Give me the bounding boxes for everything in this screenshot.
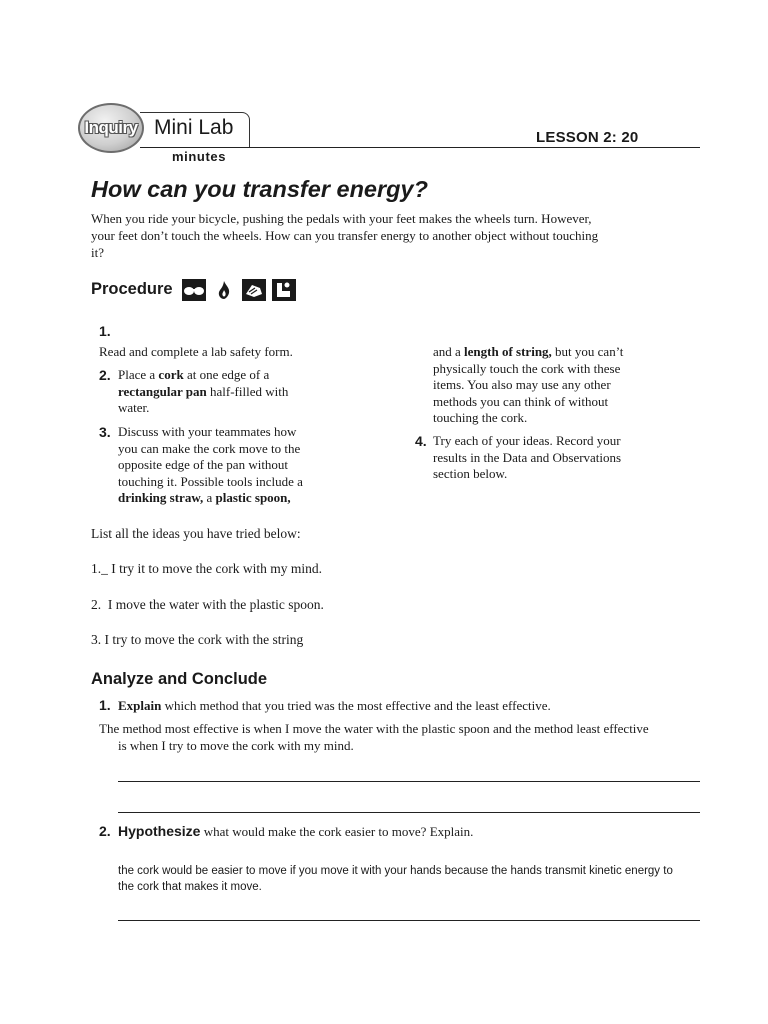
lesson-label: LESSON 2: 20 (536, 129, 639, 146)
clothing-protection-icon (272, 279, 296, 301)
question-1-number: 1. (99, 697, 111, 713)
question-1-text: Explain which method that you tried was the most effective and the least effective. (118, 698, 551, 713)
inquiry-badge (78, 103, 144, 153)
answer-line-3 (118, 920, 700, 921)
flame-icon (212, 279, 236, 301)
step-2-number: 2. (99, 367, 111, 383)
safety-icons (182, 279, 296, 301)
step-3-continued: and a length of string, but you can’t physically touch the cork with these items. You also may use any other methods you can think of without touching the cork. (433, 344, 624, 425)
material-cork: cork (158, 367, 184, 382)
procedure-heading: Procedure (91, 280, 173, 298)
analyze-heading: Analyze and Conclude (91, 670, 268, 688)
question-1-verb: Explain (118, 698, 162, 713)
question-2-text: Hypothesize what would make the cork easier to move? Explain. (118, 823, 474, 839)
answer-line-1 (118, 781, 700, 782)
material-spoon: plastic spoon, (215, 490, 291, 505)
inquiry-badge-text: Inquiry (84, 118, 138, 137)
answer-line-2 (118, 812, 700, 813)
question-2-verb: Hypothesize (118, 823, 201, 839)
idea-item-3: 3. I try to move the cork with the string (91, 632, 304, 647)
idea-item-1: 1._ I try it to move the cork with my mind. (91, 561, 322, 576)
page-title: How can you transfer energy? (91, 176, 428, 202)
answer-1: The method most effective is when I move the water with the plastic spoon and the method least effective is when I try to move the cork with my mind. (99, 721, 649, 753)
section-label: Mini Lab (154, 116, 234, 139)
step-3-number: 3. (99, 424, 111, 440)
header-rule (140, 147, 700, 148)
intro-paragraph: When you ride your bicycle, pushing the pedals with your feet makes the wheels turn. However, your feet don’t touch the wheels. How can you transfer energy to another object without touching it? (91, 211, 599, 260)
ideas-prompt: List all the ideas you have tried below: (91, 526, 301, 541)
step-3-text: Discuss with your teammates how you can make the cork move to the opposite edge of the pan without touching it. Possible tools include a drinking straw, a plastic spoon, (118, 424, 303, 505)
minutes-label: minutes (172, 149, 227, 164)
material-straw: drinking straw, (118, 490, 204, 505)
step-4-number: 4. (415, 433, 427, 449)
step-1-number: 1. (99, 323, 111, 339)
step-4-text: Try each of your ideas. Record your results in the Data and Observations section below. (433, 433, 622, 481)
idea-item-2: 2. I move the water with the plastic spoon. (91, 597, 324, 612)
material-string: length of string, (464, 344, 552, 359)
hand-wash-icon (242, 279, 266, 301)
question-2-number: 2. (99, 823, 111, 839)
answer-2: the cork would be easier to move if you move it with your hands because the hands transmit kinetic energy to the cork that makes it move. (118, 865, 673, 893)
safety-goggles-icon (182, 279, 206, 301)
material-pan: rectangular pan (118, 383, 207, 399)
step-1-text: Read and complete a lab safety form. (99, 344, 293, 359)
step-2-text: Place a cork at one edge of a rectangular pan half-filled with water. (118, 367, 289, 415)
